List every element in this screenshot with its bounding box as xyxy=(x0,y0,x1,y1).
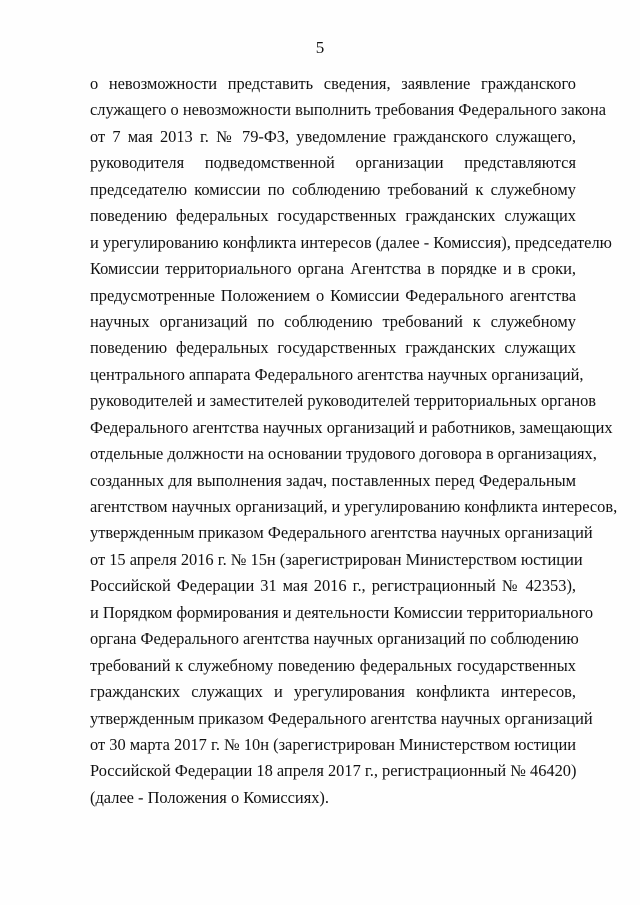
text-line: гражданских служащих и урегулирования конфликта интересов, xyxy=(90,682,576,702)
text-line: агентством научных организаций, и урегулированию конфликта интересов, xyxy=(90,497,618,516)
text-line: поведению федеральных государственных гражданских служащих xyxy=(90,206,576,226)
body-paragraph xyxy=(90,71,618,811)
text-line: (далее - Положения о Комиссиях). xyxy=(90,787,329,807)
text-line: служащего о невозможности выполнить требования Федерального закона xyxy=(90,100,606,120)
text-line: Российской Федерации 31 мая 2016 г., регистрационный № 42353), xyxy=(90,576,576,596)
text-line: поведению федеральных государственных гражданских служащих xyxy=(90,338,576,358)
text-line: руководителя подведомственной организации представляются xyxy=(90,153,576,173)
text-line: и Порядком формирования и деятельности Комиссии территориального xyxy=(90,602,594,622)
text-line: утвержденным приказом Федерального агентства научных организаций xyxy=(90,523,593,543)
text-line: органа Федерального агентства научных организаций по соблюдению xyxy=(90,629,579,649)
text-line: научных организаций по соблюдению требований к служебному xyxy=(90,311,576,331)
text-line: председателю комиссии по соблюдению требований к служебному xyxy=(90,179,576,199)
text-line: созданных для выполнения задач, поставленных перед Федеральным xyxy=(90,470,576,490)
text-line: о невозможности представить сведения, заявление гражданского xyxy=(90,74,576,93)
page-number: 5 xyxy=(315,38,325,57)
text-line: Комиссии территориального органа Агентства в порядке и в сроки, xyxy=(90,259,576,279)
text-line: Федерального агентства научных организаций и работников, замещающих xyxy=(90,417,613,437)
text-line: Российской Федерации 18 апреля 2017 г., регистрационный № 46420) xyxy=(90,761,577,781)
text-line: и урегулированию конфликта интересов (далее - Комиссия), председателю xyxy=(90,232,612,252)
text-line: от 15 апреля 2016 г. № 15н (зарегистрирован Министерством юстиции xyxy=(90,549,583,569)
text-line: от 7 мая 2013 г. № 79-ФЗ, уведомление гражданского служащего, xyxy=(90,126,576,146)
text-line: предусмотренные Положением о Комиссии Федерального агентства xyxy=(90,285,576,305)
text-line: руководителей и заместителей руководителей территориальных органов xyxy=(90,391,597,411)
text-line: требований к служебному поведению федеральных государственных xyxy=(90,655,576,675)
text-line: от 30 марта 2017 г. № 10н (зарегистрирован Министерством юстиции xyxy=(90,734,576,754)
text-line: отдельные должности на основании трудового договора в организациях, xyxy=(90,444,597,464)
text-line: утвержденным приказом Федерального агентства научных организаций xyxy=(90,708,593,728)
text-line: центрального аппарата Федерального агентства научных организаций, xyxy=(90,364,584,384)
